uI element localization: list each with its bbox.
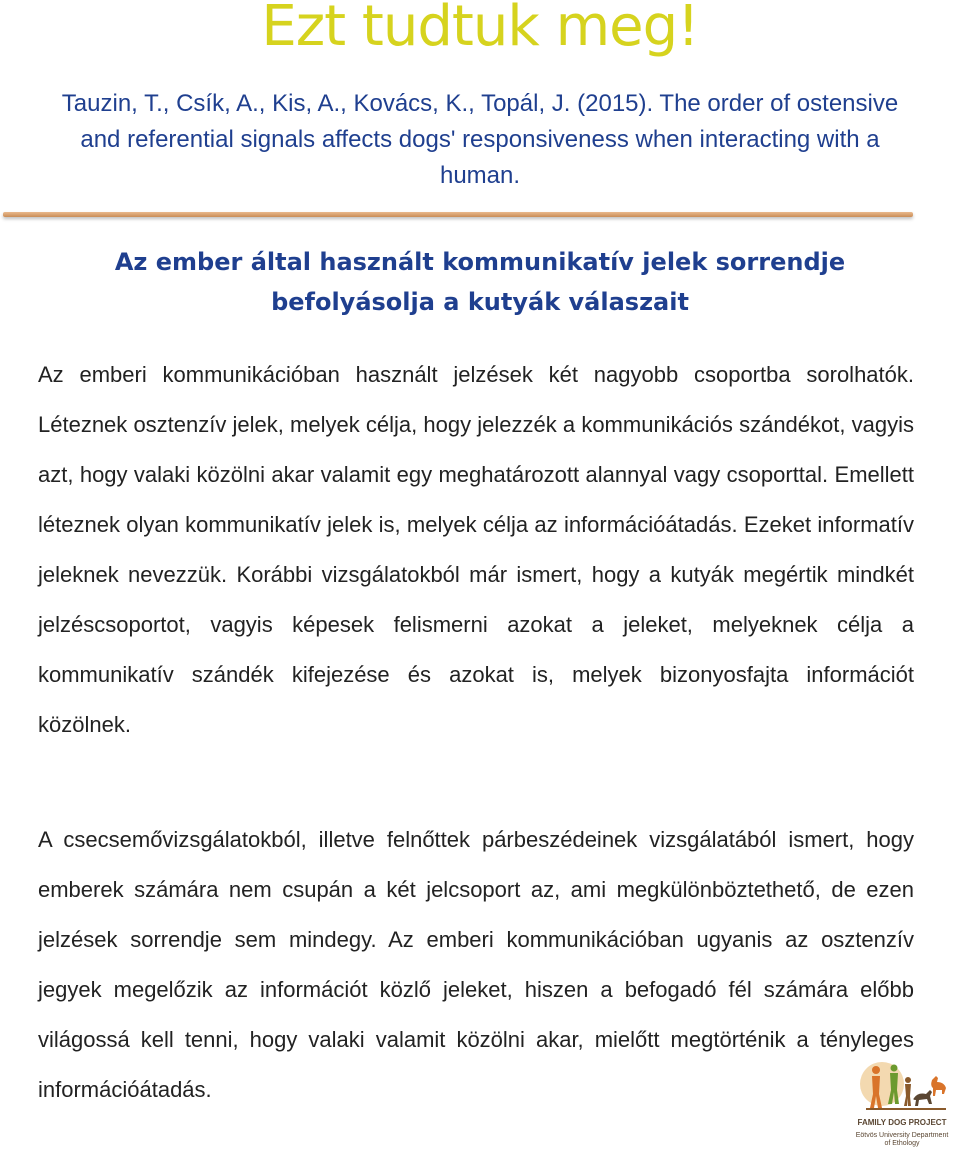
headline: Az ember által használt kommunikatív jelek sorrendje befolyásolja a kutyák válaszait (114, 248, 846, 316)
body-paragraph-2: A csecsemővizsgálatokból, illetve felnőttek párbeszédeinek vizsgálatából ismert, hogy emberek számára nem csupán a két jelcsoport az, ami megkülönböztethető, de ezen jelzések sorrendje sem mindegy. Az emberi kommunikációban ugyanis az osztenzív jegyek megelőzik az információt közlő jeleket, hiszen a befogadó fél számára előbb világossá kell tenni, hogy valaki valamit közölni akar, mielőtt megtörténik a tényleges információátadás. (38, 827, 914, 1102)
logo-title: FAMILY DOG PROJECT (857, 1118, 947, 1127)
logo-subtitle: Eötvös University Department of Ethology (855, 1132, 949, 1147)
divider (3, 212, 913, 217)
family-dog-project-logo (852, 1058, 952, 1158)
slide-title: Ezt tudtuk meg! (261, 0, 699, 59)
dog-people-logo-icon (852, 1058, 952, 1118)
citation: Tauzin, T., Csík, A., Kis, A., Kovács, K., Topál, J. (2015). The order of ostensive and referential signals affects dogs' responsiveness when interacting with a human. (61, 90, 899, 189)
body-paragraph-1: Az emberi kommunikációban használt jelzések két nagyobb csoportba sorolhatók. Léteznek osztenzív jelek, melyek célja, hogy jelezzék a kommunikációs szándékot, vagyis azt, hogy valaki közölni akar valamit egy meghatározott alannyal vagy csoporttal. Emellett léteznek olyan kommunikatív jelek is, melyek célja az információátadás. Ezeket informatív jeleknek nevezzük. Korábbi vizsgálatokból már ismert, hogy a kutyák megértik mindkét jelzéscsoportot, vagyis képesek felismerni azokat a jeleket, melyeknek célja a kommunikatív szándék kifejezése és azokat is, melyek bizonyosfajta információt közölnek. (38, 362, 914, 737)
